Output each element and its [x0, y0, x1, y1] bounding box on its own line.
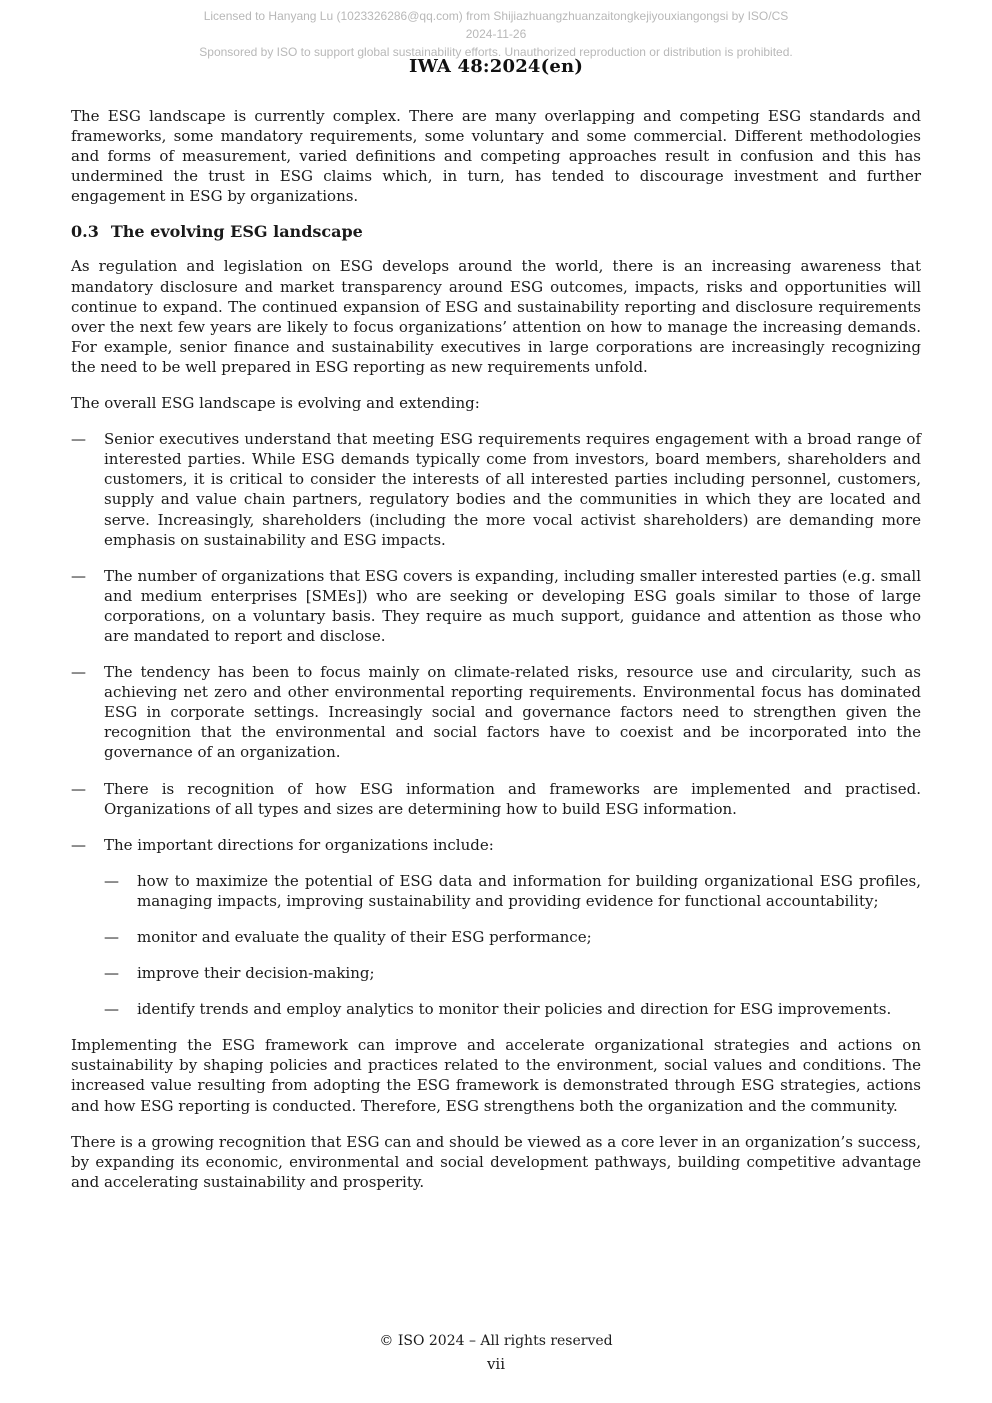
section-title: The evolving ESG landscape: [110, 222, 363, 242]
recognition-paragraph: There is a growing recognition that ESG can and should be viewed as a core lever in an organization’s success, by expanding its economic, environmental and social development pathways, building competitive advantage and accelerating sustainability and prosperity.: [71, 1132, 921, 1191]
sub-list-item: [104, 927, 921, 947]
sub-list-item-text: identify trends and employ analytics to monitor their policies and direction for ESG improvements.: [137, 1000, 892, 1019]
section-number: 0.3: [71, 222, 99, 242]
dash-marker: —: [71, 835, 86, 854]
page-body: [71, 106, 921, 1208]
page-number: vii: [486, 1355, 506, 1373]
sub-list-item-text: improve their decision-making;: [137, 964, 375, 983]
dash-marker: —: [71, 430, 86, 449]
implementation-paragraph: Implementing the ESG framework can improve and accelerate organizational strategies and actions on sustainability by shaping policies and practices related to the environment, social values and conditions. The increased value resulting from adopting the ESG framework is demonstrated through ESG strategies, actions and how ESG reporting is conducted. Therefore, ESG strengthens both the organization and the community.: [71, 1036, 921, 1115]
list-item: [71, 566, 921, 646]
list-item-text: The important directions for organizations include:: [104, 835, 494, 854]
list-item: [71, 662, 921, 762]
list-item-text: There is recognition of how ESG information and frameworks are implemented and practised. Organizations of all types and sizes are determining how to build ESG information.: [104, 779, 921, 818]
section-heading: [71, 222, 921, 242]
list-item-text: The number of organizations that ESG covers is expanding, including smaller interested parties (e.g. small and medium enterprises [SMEs]) who are seeking or developing ESG goals similar to those of large corporations, on a voluntary basis. They require as much support, guidance and attention as those who are mandated to report and disclose.: [104, 566, 921, 645]
list-item: [71, 835, 921, 1020]
sub-list-item: [104, 871, 921, 911]
list-item-text: The tendency has been to focus mainly on climate-related risks, resource use and circularity, such as achieving net zero and other environmental reporting requirements. Environmental focus has dominated ESG in corporate settings. Increasingly social and governance factors need to strengthen given the recognition that the environmental and social factors have to coexist and be incorporated into the governance of an organization.: [104, 663, 921, 762]
intro-paragraph: The ESG landscape is currently complex. There are many overlapping and competing ESG standards and frameworks, some mandatory requirements, some voluntary and some commercial. Different methodologies and forms of measurement, varied definitions and competing approaches result in confusion and this has undermined the trust in ESG claims which, in turn, has tended to discourage investment and further engagement in ESG by organizations.: [71, 107, 921, 206]
landscape-lead-paragraph: The overall ESG landscape is evolving and extending:: [71, 394, 480, 413]
directions-sublist: [104, 871, 921, 1019]
sub-list-item-text: how to maximize the potential of ESG data and information for building organizational ESG profiles, managing impacts, improving sustainability and providing evidence for functional accountability;: [137, 871, 921, 910]
sub-list-item: [104, 999, 921, 1019]
dash-marker: —: [104, 964, 119, 983]
dash-marker: —: [71, 566, 86, 585]
dash-marker: —: [71, 663, 86, 682]
regulation-paragraph: As regulation and legislation on ESG develops around the world, there is an increasing awareness that mandatory disclosure and market transparency around ESG outcomes, impacts, risks and opportunities will continue to expand. The continued expansion of ESG and sustainability reporting and disclosure requirements over the next few years are likely to focus organizations’ attention on how to manage the increasing demands. For example, senior finance and sustainability executives in large corporations are increasingly recognizing the need to be well prepared in ESG reporting as new requirements unfold.: [71, 257, 921, 376]
dash-marker: —: [104, 928, 119, 946]
list-item: [71, 779, 921, 819]
license-watermark-line-1: Licensed to Hanyang Lu (1023326286@qq.com) from Shijiazhuangzhuanzaitongkejiyouxiangongsi by ISO/CS: [203, 9, 789, 23]
dash-marker: —: [104, 871, 119, 890]
copyright-notice: © ISO 2024 – All rights reserved: [379, 1333, 613, 1349]
list-item-text: Senior executives understand that meeting ESG requirements requires engagement with a broad range of interested parties. While ESG demands typically come from investors, board members, shareholders and customers, it is critical to consider the interests of all interested parties including personnel, customers, supply and value chain partners, regulatory bodies and the communities in which they are located and serve. Increasingly, shareholders (including the more vocal activist shareholders) are demanding more emphasis on sustainability and ESG impacts.: [104, 430, 921, 549]
sub-list-item: [104, 963, 921, 983]
license-watermark-notice: Sponsored by ISO to support global sustainability efforts. Unauthorized reproduction or distribution is prohibited.: [199, 45, 793, 59]
sub-list-item-text: monitor and evaluate the quality of their ESG performance;: [137, 928, 592, 946]
license-watermark-date: 2024-11-26: [465, 27, 527, 41]
dash-marker: —: [71, 779, 86, 798]
dash-marker: —: [104, 1000, 119, 1019]
landscape-list: [71, 429, 921, 1019]
list-item: [71, 429, 921, 550]
document-identifier: IWA 48:2024(en): [408, 56, 584, 77]
